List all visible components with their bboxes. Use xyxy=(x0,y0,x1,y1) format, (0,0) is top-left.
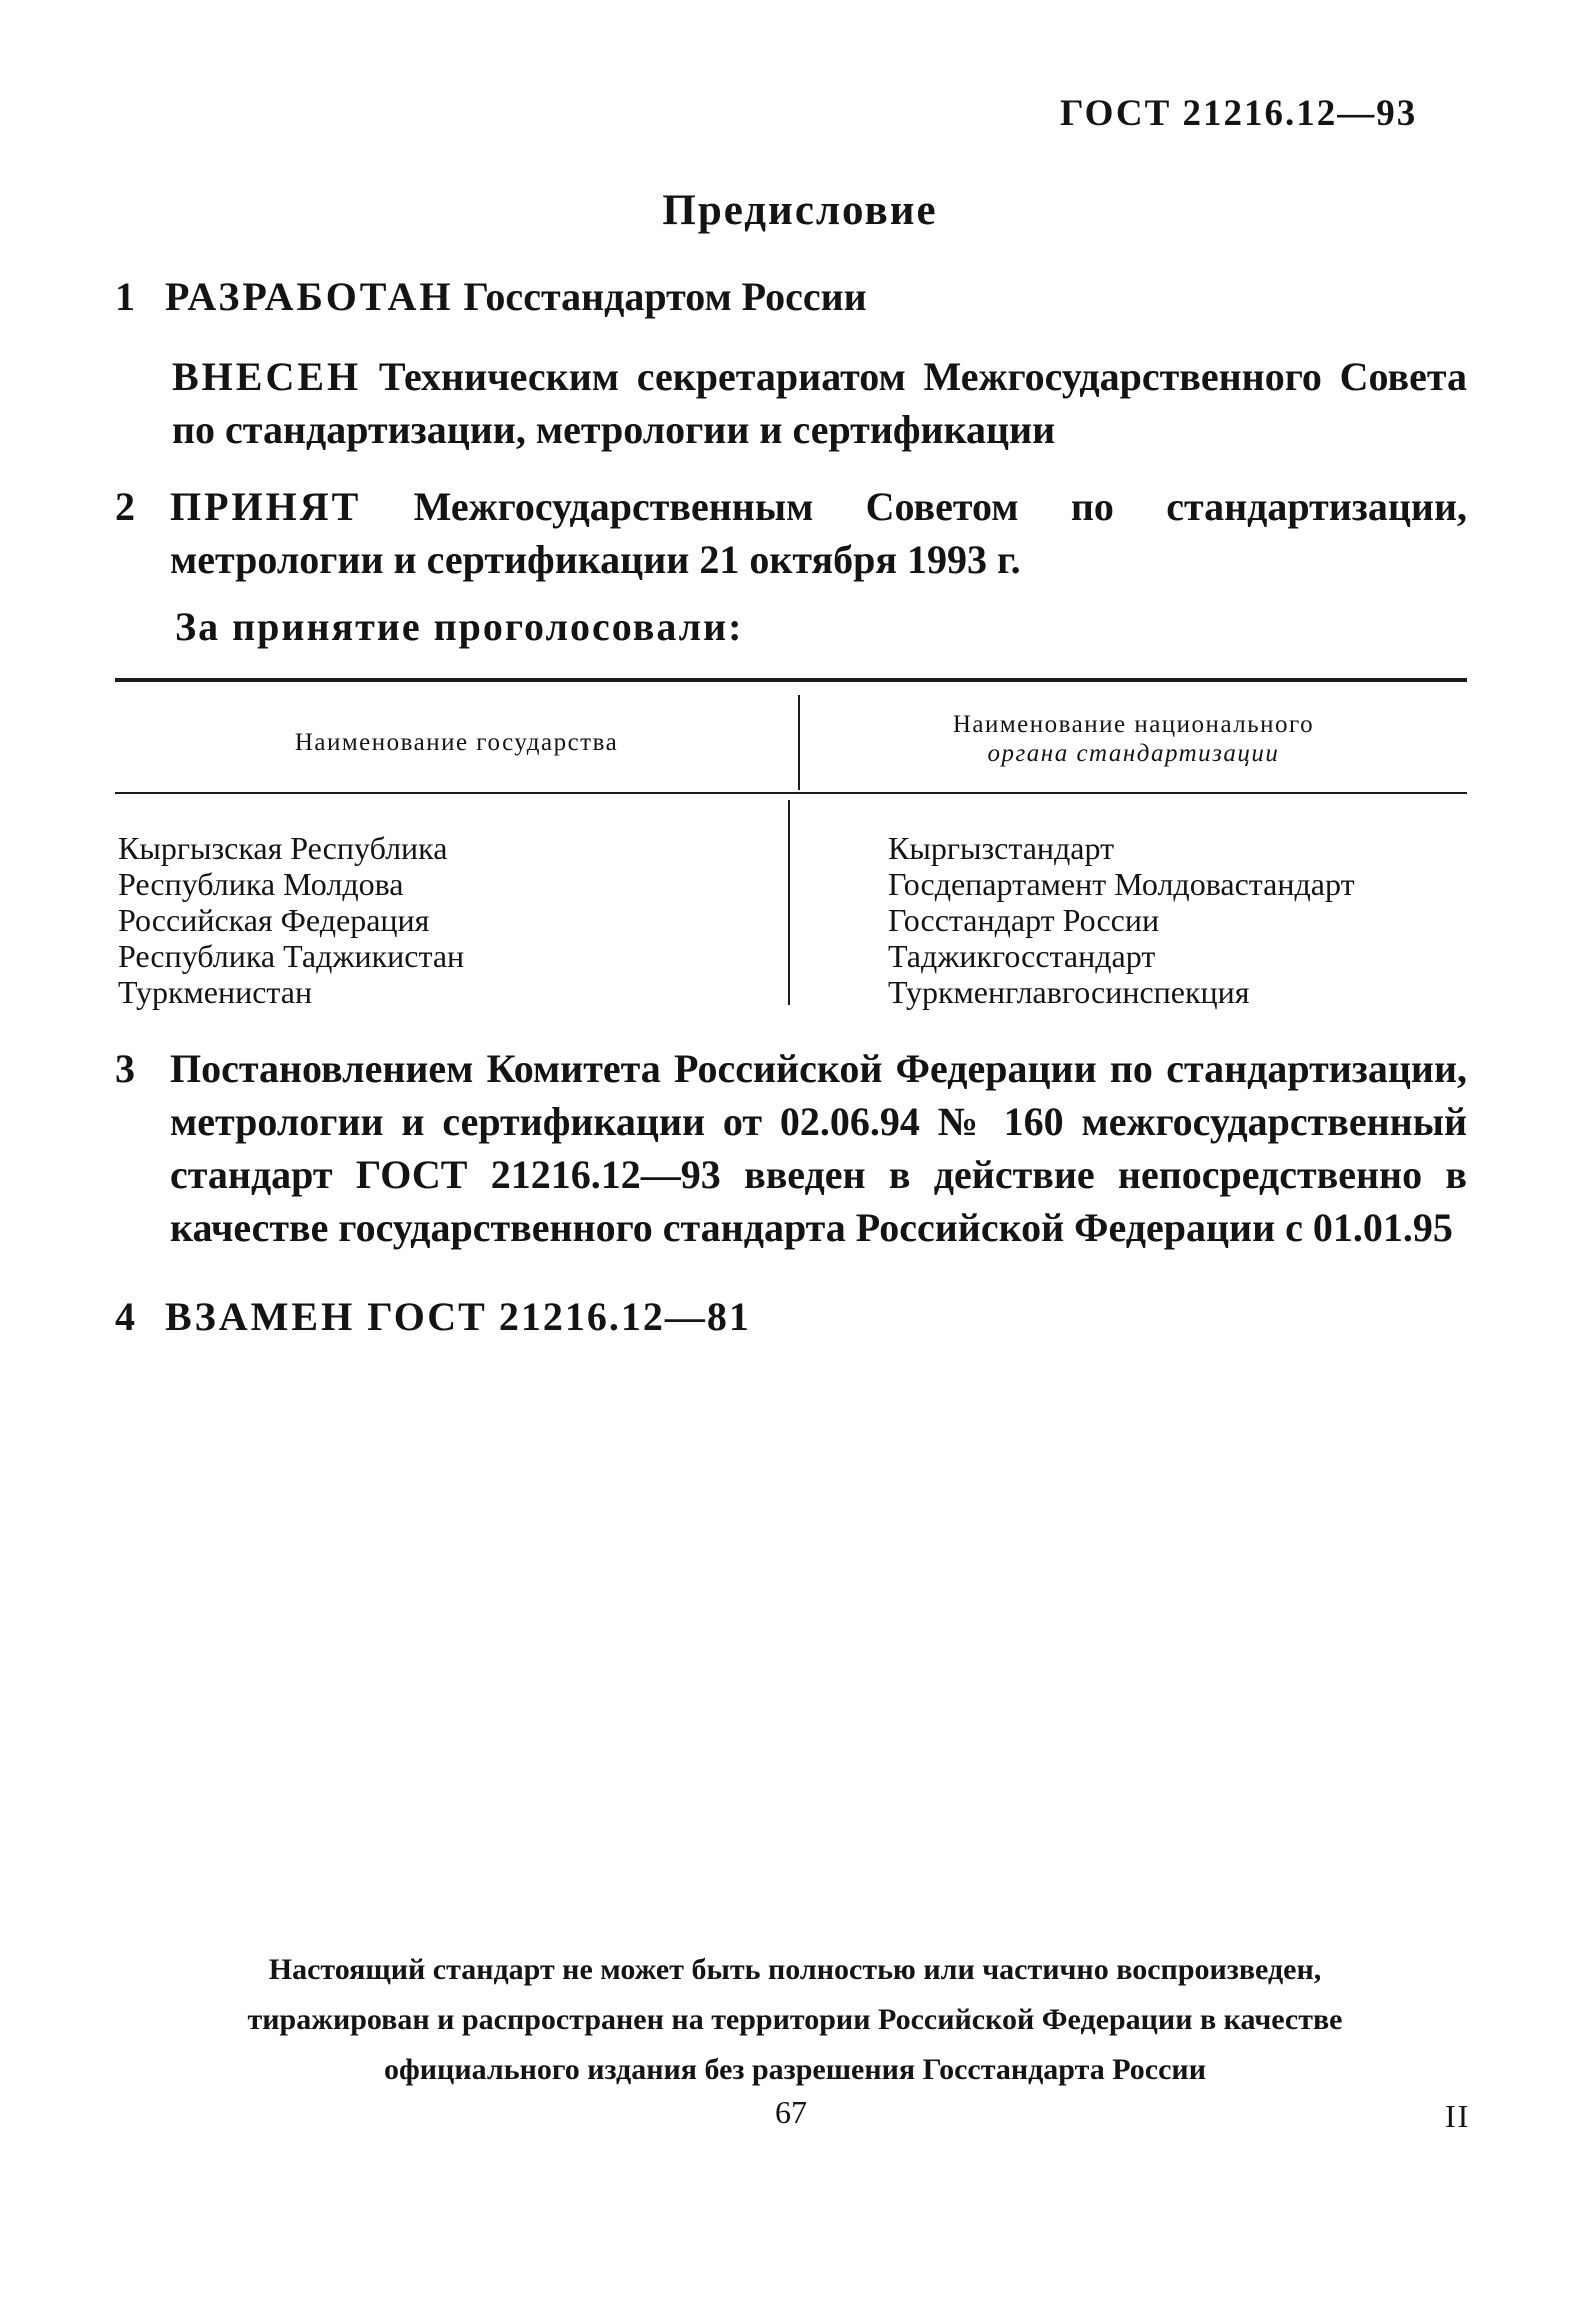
table-column-states xyxy=(118,830,464,1010)
page-title: Предисловие xyxy=(662,187,938,234)
item-text: Постановлением Комитета Российской Федерации по стандартизации, метрологии и сертификации от 02.06.94 № 160 межгосударственный стандарт ГОСТ 21216.12—93 введен в действие непосредственно в качестве государственного стандарта Российской Федерации с 01.01.95 xyxy=(170,1046,1467,1250)
item-keyword: РАЗРАБОТАН xyxy=(165,274,454,319)
item-number: 3 xyxy=(115,1046,135,1091)
item-introduced xyxy=(172,350,1467,456)
table-column-bodies xyxy=(888,830,1355,1010)
sheet-mark: II xyxy=(1445,2098,1471,2134)
item-3 xyxy=(115,1042,1467,1254)
item-text: ГОСТ 21216.12—81 xyxy=(355,1294,751,1339)
table-top-rule xyxy=(115,678,1467,682)
table-header-rule xyxy=(115,792,1467,794)
table-cell: Российская Федерация xyxy=(118,902,430,938)
table-cell: Республика Молдова xyxy=(118,866,404,902)
item-number: 2 xyxy=(115,484,135,529)
page-number: 67 xyxy=(775,2094,807,2130)
item-2 xyxy=(115,480,1467,586)
item-text: Госстандартом России xyxy=(453,274,867,319)
table-cell: Таджикгосстандарт xyxy=(888,938,1156,974)
table-header-body xyxy=(800,710,1467,768)
voted-label: За принятие проголосовали: xyxy=(175,604,744,649)
item-keyword: ВНЕСЕН xyxy=(172,354,362,399)
document-code: ГОСТ 21216.12—93 xyxy=(1060,93,1418,134)
table-header-state: Наименование государства xyxy=(294,729,619,756)
item-text: Техническим секретариатом Межгосударственного Совета по стандартизации, метрологии и сертификации xyxy=(172,354,1467,452)
item-keyword: ПРИНЯТ xyxy=(170,484,362,529)
table-cell: Туркменистан xyxy=(118,974,313,1010)
table-cell: Госдепартамент Молдовастандарт xyxy=(888,866,1355,902)
item-keyword: ВЗАМЕН xyxy=(165,1294,356,1339)
notice-line: тиражирован и распространен на территории Российской Федерации в качестве xyxy=(247,2003,1343,2036)
copyright-notice xyxy=(110,1945,1480,2095)
table-cell: Кыргызстандарт xyxy=(888,830,1115,866)
notice-line: Настоящий стандарт не может быть полностью или частично воспроизведен, xyxy=(268,1953,1322,1986)
item-number: 4 xyxy=(115,1294,135,1339)
item-text: Межгосударственным Советом по стандартизации, метрологии и сертификации 21 октября 1993 г. xyxy=(170,484,1467,582)
table-cell: Кыргызская Республика xyxy=(118,830,448,866)
table-cell: Туркменглавгосинспекция xyxy=(888,974,1250,1010)
table-header-body-line: органа стандартизации xyxy=(987,740,1280,767)
table-header-body-line: Наименование национального xyxy=(952,711,1315,738)
table-column-divider xyxy=(788,800,790,1005)
table-cell: Республика Таджикистан xyxy=(118,938,465,974)
notice-line: официального издания без разрешения Госстандарта России xyxy=(384,2053,1206,2086)
item-1 xyxy=(115,270,1465,323)
item-number: 1 xyxy=(115,274,135,319)
table-cell: Госстандарт России xyxy=(888,902,1160,938)
item-4 xyxy=(115,1290,1467,1343)
